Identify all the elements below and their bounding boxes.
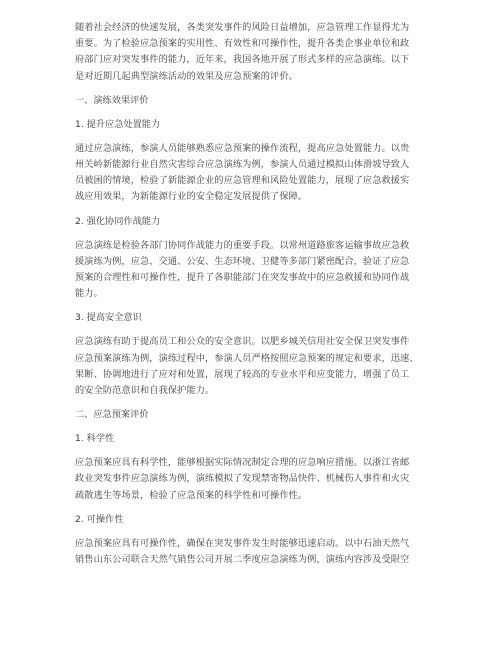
text-line: 的安全防范意识和自我保护能力。 [75,385,215,397]
subheading-coordination: 2. 强化协同作战能力 [75,215,161,227]
coordination-paragraph [75,238,435,303]
text-line: 销售山东公司联合天然气销售公司开展二季度应急演练为例，演练内容涉及受限空 [75,554,410,566]
intro-paragraph [75,20,435,85]
text-line: 州关岭新能源行业自然灾害综合应急演练为例，参演人员通过模拟山体滑坡导致人 [75,159,410,171]
emergency-capability-paragraph [75,141,435,206]
text-line: 重要。为了检验应急预案的实用性、有效性和可操作性，提升各类企事业单位和政 [75,38,410,50]
text-line: 员被困的情境，检验了新能源企业的应急管理和风险处置能力，展现了应急救援实 [75,175,410,187]
text-line: 应急预案应具有可操作性，确保在突发事件发生时能够迅速启动。以中石油天然气 [75,537,410,549]
section-heading-plan-evaluation: 二、应急预案评价 [75,409,149,421]
subheading-operability: 2. 可操作性 [75,513,124,525]
text-line: 政业突发事件应急演练为例，演练模拟了发现禁寄物品快件、机械伤人事件和火灾 [75,473,410,485]
text-line: 预案的合理性和可操作性，提升了各职能部门在突发事故中的应急救援和协同作战 [75,272,410,284]
text-line: 应急演练是检验各部门协同作战能力的重要手段。以常州道路旅客运输事故应急救 [75,239,410,251]
document-page [75,20,435,576]
text-line: 战应用效果，为新能源行业的安全稳定发展提供了保障。 [75,191,308,203]
subheading-safety-awareness: 3. 提高安全意识 [75,312,142,324]
subheading-emergency-capability: 1. 提升应急处置能力 [75,118,161,130]
text-line: 能力。 [75,288,103,300]
text-line: 应急预案演练为例，演练过程中，参演人员严格按照应急预案的规定和要求，迅速、 [75,352,419,364]
text-line: 应急预案应具有科学性，能够根据实际情况制定合理的应急响应措施。以浙江省邮 [75,457,410,469]
subheading-scientific: 1. 科学性 [75,433,115,445]
operability-paragraph [75,536,435,568]
safety-awareness-paragraph [75,334,435,399]
text-line: 应急演练有助于提高员工和公众的安全意识。以肥乡城关信用社安全保卫突发事件 [75,336,410,348]
text-line: 援演练为例，应急、交通、公安、生态环境、卫健等多部门紧密配合，验证了应急 [75,255,410,267]
text-line: 疏散逃生等场景，检验了应急预案的科学性和可操作性。 [75,489,308,501]
text-line: 果断、协调地进行了应对和处置，展现了较高的专业水平和应变能力，增强了员工 [75,368,410,380]
text-line: 通过应急演练，参演人员能够熟悉应急预案的操作流程，提高应急处置能力。以贵 [75,142,410,154]
text-line: 是对近期几起典型演练活动的效果及应急预案的评价。 [75,70,298,82]
section-heading-drill-effect: 一、演练效果评价 [75,94,149,106]
scientific-paragraph [75,455,435,504]
text-line: 随着社会经济的快速发展，各类突发事件的风险日益增加，应急管理工作显得尤为 [75,22,410,33]
text-line: 府部门应对突发事件的能力，近年来，我国各地开展了形式多样的应急演练。以下 [75,54,410,66]
